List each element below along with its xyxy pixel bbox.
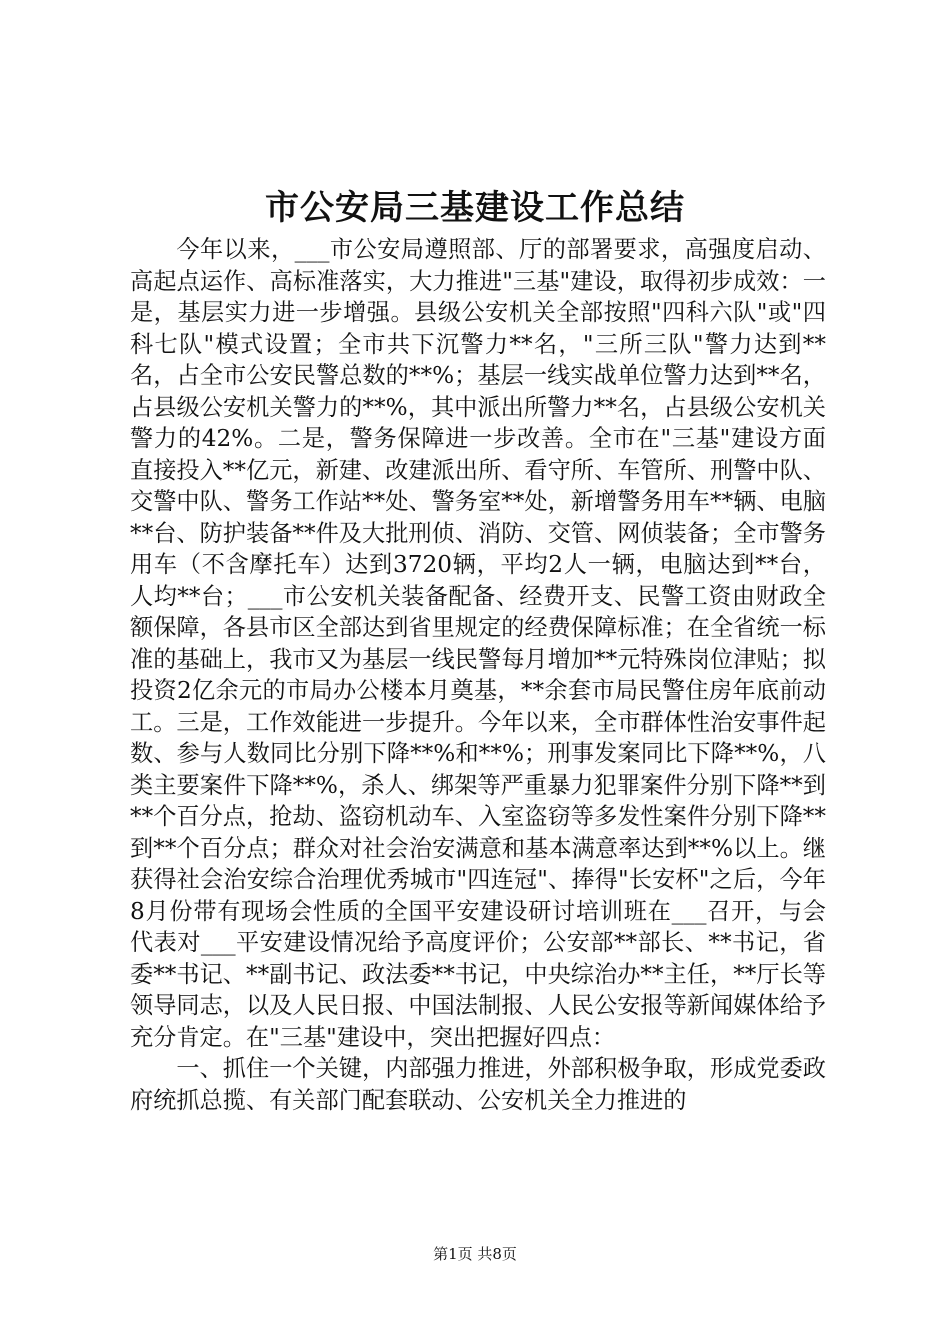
document-title: 市公安局三基建设工作总结 bbox=[265, 188, 685, 228]
document-body bbox=[130, 234, 826, 1116]
page-footer: 第1页 共8页 bbox=[433, 1245, 517, 1263]
paragraph-2: 一、抓住一个关键，内部强力推进，外部积极争取，形成党委政府统抓总揽、有关部门配套联动、公安机关全力推进的 bbox=[130, 1055, 826, 1114]
paragraph-1: 今年以来，___市公安局遵照部、厅的部署要求，高强度启动、高起点运作、高标准落实，大力推进"三基"建设，取得初步成效：一是，基层实力进一步增强。县级公安机关全部按照"四科六队"或"四科七队"模式设置；全市共下沉警力**名，"三所三队"警力达到**名，占全市公安民警总数的**%；基层一线实战单位警力达到**名，占县级公安机关警力的**%，其中派出所警力**名，占县级公安机关警力的42%。二是，警务保障进一步改善。全市在"三基"建设方面直接投入**亿元，新建、改建派出所、看守所、车管所、刑警中队、交警中队、警务工作站**处、警务室**处，新增警务用车**辆、电脑**台、防护装备**件及大批刑侦、消防、交管、网侦装备；全市警务用车（不含摩托车）达到3720辆，平均2人一辆，电脑达到**台，人均**台；___市公安机关装备配备、经费开支、民警工资由财政全额保障，各县市区全部达到省里规定的经费保障标准；在全省统一标准的基础上，我市又为基层一线民警每月增加**元特殊岗位津贴；拟投资2亿余元的市局办公楼本月奠基，**余套市局民警住房年底前动工。三是，工作效能进一步提升。今年以来，全市群体性治安事件起数、参与人数同比分别下降**%和**%；刑事发案同比下降**%，八类主要案件下降**%，杀人、绑架等严重暴力犯罪案件分别下降**到**个百分点，抢劫、盗窃机动车、入室盗窃等多发性案件分别下降**到**个百分点；群众对社会治安满意和基本满意率达到**%以上。继获得社会治安综合治理优秀城市"四连冠"、捧得"长安杯"之后，今年8月份带有现场会性质的全国平安建设研讨培训班在___召开，与会代表对___平安建设情况给予高度评价；公安部**部长、**书记，省委**书记、**副书记、政法委**书记，中央综治办**主任，**厅长等领导同志，以及人民日报、中国法制报、人民公安报等新闻媒体给予充分肯定。在"三基"建设中，突出把握好四点： bbox=[130, 236, 826, 1051]
